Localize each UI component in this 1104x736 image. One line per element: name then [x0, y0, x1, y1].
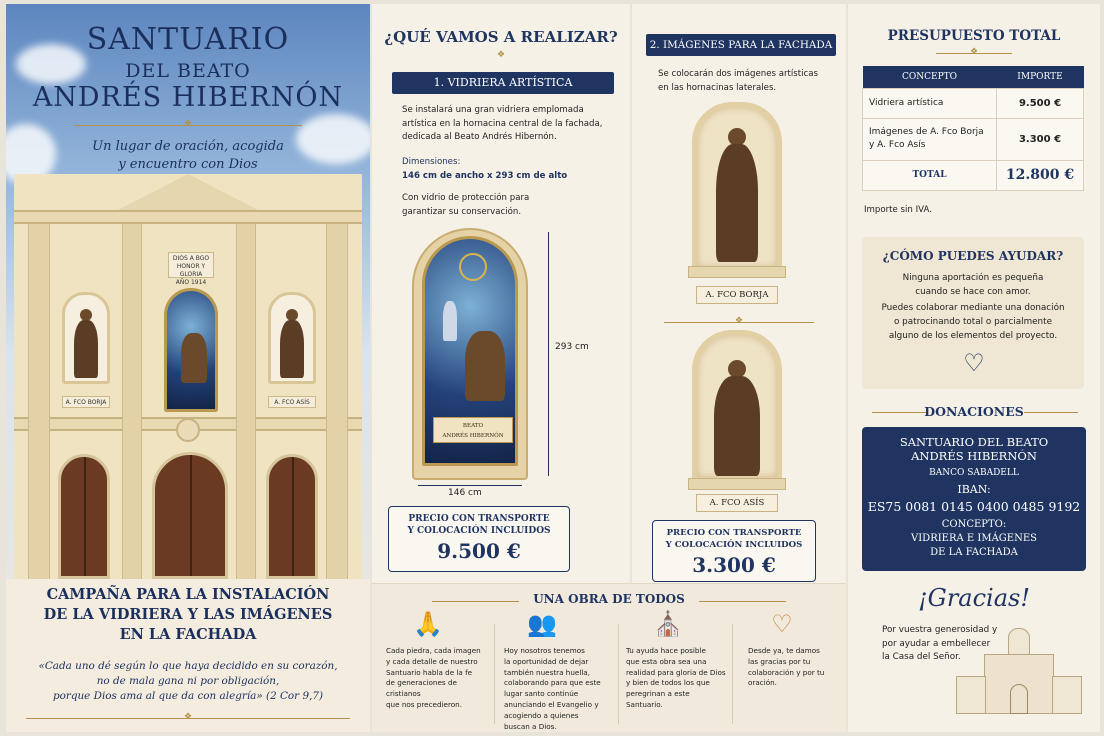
donation-box: [862, 427, 1086, 571]
help-line: alguno de los elementos del proyecto.: [888, 331, 1058, 341]
protection-text: [402, 192, 622, 219]
donation-name: ANDRÉS HIBERNÓN: [911, 449, 1037, 463]
text-line: Con vidrio de protección para: [402, 193, 530, 203]
band-text-line: colaboración y por tu: [748, 667, 825, 677]
height-label: 293 cm: [555, 342, 589, 352]
total-label: TOTAL: [863, 160, 997, 190]
budget-table: [862, 66, 1084, 191]
price-label: PRECIO CON TRANSPORTE: [666, 528, 802, 538]
band-text-line: realidad para gloria de Dios: [626, 667, 726, 677]
cover-panel: [6, 4, 370, 732]
statues-bar: 2. IMÁGENES PARA LA FACHADA: [646, 34, 836, 56]
statue-label-borja: A. FCO BORJA: [696, 286, 778, 304]
concept-line: y A. Fco Asís: [869, 140, 926, 150]
band-text-line: también nuestra huella,: [504, 667, 591, 677]
amount-cell: 9.500 €: [997, 88, 1084, 118]
sketch-door: [1010, 684, 1028, 714]
iban-value[interactable]: ES75 0081 0145 0400 0485 9192: [867, 499, 1081, 514]
donations-heading: DONACIONES: [924, 404, 1024, 419]
sketch-wing: [1052, 676, 1082, 714]
campaign-title-line: DE LA VIDRIERA Y LAS IMÁGENES: [43, 606, 333, 623]
pilaster: [122, 224, 142, 579]
band-text-col4: [748, 646, 842, 689]
band-text-line: Tu ayuda hace posible: [626, 646, 706, 655]
pilaster: [326, 224, 348, 579]
band-text-col1: [386, 646, 490, 711]
band-text-line: oración.: [748, 678, 777, 688]
stained-glass-description: [402, 104, 622, 145]
sketch-dome: [1008, 628, 1030, 656]
concept-line: Imágenes de A. Fco Borja: [869, 127, 984, 137]
dimensions-label: Dimensiones:: [402, 157, 461, 167]
band-text-line: anunciando el Evangelio y: [504, 699, 599, 709]
stained-glass-price-box: [388, 506, 570, 572]
help-heading: ¿CÓMO PUEDES AYUDAR?: [882, 249, 1064, 263]
band-text-col3: [626, 646, 732, 711]
vat-note: Importe sin IVA.: [864, 205, 932, 215]
total-amount: 12.800 €: [997, 160, 1084, 190]
band-text-line: peregrinan a este: [626, 689, 690, 699]
church-sketch-image: [952, 628, 1088, 716]
praying-hands-icon: 🙏: [413, 610, 443, 638]
band-text-line: de generaciones de cristianos: [386, 678, 457, 699]
stained-glass-bar: 1. VIDRIERA ARTÍSTICA: [392, 72, 614, 94]
statue-borja-large: [716, 144, 758, 262]
width-label: 146 cm: [448, 488, 482, 498]
width-dimension-line: [418, 485, 522, 486]
table-row: [863, 88, 1084, 118]
campaign-title-line: CAMPAÑA PARA LA INSTALACIÓN: [46, 586, 330, 603]
church-facade-image: [14, 174, 362, 579]
quote-line: «Cada uno dé según lo que haya decidido en su corazón,: [38, 660, 338, 672]
help-line: Puedes colaborar mediante una donación: [881, 303, 1065, 313]
niche-label-right: A. FCO ASÍS: [268, 396, 316, 408]
tagline-line2: y encuentro con Dios: [118, 157, 258, 172]
left-door: [58, 454, 110, 579]
statue-asis-large: [714, 376, 760, 476]
thanks-line: Por vuestra generosidad y: [882, 625, 998, 635]
niche-base: [688, 478, 786, 490]
amount-cell: 3.300 €: [997, 118, 1084, 160]
plaque-line: HONOR Y GLORIA: [176, 263, 206, 278]
statues-description: [658, 68, 844, 95]
concept-label: CONCEPTO:: [941, 519, 1007, 530]
band-text-line: Santuario habla de la fe: [386, 667, 473, 677]
price-value: 9.500 €: [437, 539, 521, 563]
campaign-section: [6, 579, 370, 732]
bible-quote: [20, 659, 356, 704]
saint-figure: [465, 331, 505, 401]
cover-title-line1: SANTUARIO: [86, 22, 290, 57]
tagline-line1: Un lugar de oración, acogida: [92, 139, 284, 154]
pediment: [114, 174, 262, 212]
band-text-line: Cada piedra, cada imagen: [386, 646, 481, 655]
campaign-title: [6, 585, 370, 645]
band-text-line: colaborando para que este: [504, 678, 601, 688]
band-text-line: lugar santo continúe: [504, 689, 579, 699]
heart-icon: ♡: [771, 610, 793, 638]
facade-plaque: [168, 252, 214, 286]
column-divider: [732, 624, 733, 724]
main-door: [152, 452, 228, 579]
ornament-icon: ❖: [496, 50, 506, 60]
dimensions-value: 146 cm de ancho x 293 cm de alto: [402, 170, 568, 181]
right-door: [266, 454, 318, 579]
band-text-line: que nos precedieron.: [386, 699, 462, 709]
band-text-line: y bien de todos los que: [626, 678, 710, 688]
window-caption: [433, 417, 513, 443]
price-label: PRECIO CON TRANSPORTE: [408, 514, 550, 524]
statue-label-asis: A. FCO ASÍS: [696, 494, 778, 512]
concept-cell: [863, 118, 997, 160]
monogram-icon: [459, 253, 487, 281]
band-text-line: buscan a Dios.: [504, 721, 557, 731]
text-line: Se colocarán dos imágenes artísticas: [658, 69, 818, 79]
height-dimension-line: [548, 232, 549, 476]
band-text-line: Desde ya, te damos: [748, 646, 820, 655]
text-line: dedicada al Beato Andrés Hibernón.: [402, 132, 557, 142]
thanks-line: la Casa del Señor.: [882, 652, 961, 662]
column-divider: [618, 624, 619, 724]
concept-value: DE LA FACHADA: [930, 547, 1018, 558]
caption-line: BEATO: [462, 423, 484, 429]
sketch-wing: [956, 676, 986, 714]
concept-cell: Vidriera artística: [863, 88, 997, 118]
help-line: o patrocinando total o parcialmente: [893, 317, 1052, 327]
band-text-line: que esta obra sea una: [626, 656, 707, 666]
band-text-line: las gracias por tu: [748, 656, 811, 666]
price-label: Y COLOCACIÓN INCLUIDOS: [407, 526, 551, 536]
hands-heart-icon: ♡: [963, 349, 985, 377]
column-header: IMPORTE: [997, 66, 1084, 88]
church-icon: ⛪: [653, 610, 683, 638]
cover-title-line2: DEL BEATO: [125, 60, 251, 82]
stained-glass-window: [164, 288, 218, 412]
ornament-icon: ❖: [734, 316, 744, 326]
table-total-row: [863, 160, 1084, 190]
niche-label-left: A. FCO BORJA: [62, 396, 110, 408]
what-we-do-heading: ¿QUÉ VAMOS A REALIZAR?: [384, 28, 618, 46]
table-row: [863, 118, 1084, 160]
statue-asis: [280, 320, 304, 378]
iban-label: IBAN:: [957, 483, 991, 496]
thanks-title: ¡Gracias!: [918, 584, 1030, 612]
bank-name: BANCO SABADELL: [929, 468, 1019, 478]
statue-borja: [74, 320, 98, 378]
stained-glass-window-large: [422, 236, 518, 466]
thanks-line: por ayudar a embellecer: [882, 638, 991, 649]
statues-price-box: [652, 520, 816, 582]
band-text-line: la oportunidad de dejar: [504, 656, 589, 666]
stained-figure: [181, 333, 207, 383]
niche-base: [688, 266, 786, 278]
quote-line: porque Dios ama al que da con alegría» (2 Cor 9,7): [52, 690, 324, 702]
column-header: CONCEPTO: [863, 66, 997, 88]
ornament-icon: ❖: [183, 119, 193, 129]
pilaster: [28, 224, 50, 579]
how-to-help-box: [862, 237, 1084, 389]
table-header-row: [863, 66, 1084, 88]
pilaster: [236, 224, 256, 579]
ornament-icon: ❖: [183, 712, 193, 722]
text-line: Se instalará una gran vidriera emplomada: [402, 105, 584, 115]
help-text: [862, 271, 1084, 343]
text-line: artística en la hornacina central de la fachada,: [402, 118, 603, 129]
campaign-title-line: EN LA FACHADA: [119, 626, 257, 643]
band-text-line: Santuario.: [626, 699, 663, 709]
column-divider: [494, 624, 495, 724]
text-line: garantizar su conservación.: [402, 206, 522, 217]
plaque-line: AÑO 1914: [175, 279, 207, 286]
band-text-line: Hoy nosotros tenemos: [504, 646, 585, 655]
donation-name: SANTUARIO DEL BEATO: [899, 435, 1049, 449]
price-label: Y COLOCACIÓN INCLUIDOS: [665, 540, 803, 550]
cornice: [14, 210, 362, 224]
text-line: en las hornacinas laterales.: [658, 82, 777, 93]
help-line: cuando se hace con amor.: [915, 287, 1031, 297]
coat-of-arms-icon: [176, 418, 200, 442]
quote-line: no de mala gana ni por obligación,: [96, 675, 280, 687]
budget-panel: [848, 4, 1100, 732]
virgin-figure: [443, 301, 457, 341]
team-work-heading: UNA OBRA DE TODOS: [519, 592, 699, 606]
band-text-line: y cada detalle de nuestro: [386, 656, 478, 666]
band-text-col2: [504, 646, 614, 732]
plaque-line: DIOS A BGO: [172, 255, 210, 262]
concept-value: VIDRIERA E IMÁGENES: [911, 533, 1037, 544]
team-work-band: [372, 583, 846, 732]
ornament-icon: ❖: [969, 47, 979, 57]
band-text-line: acogiendo a quienes: [504, 710, 579, 720]
caption-line: ANDRÉS HIBERNÓN: [442, 433, 504, 439]
help-line: Ninguna aportación es pequeña: [902, 273, 1044, 283]
budget-heading: PRESUPUESTO TOTAL: [887, 28, 1061, 44]
price-value: 3.300 €: [692, 553, 776, 577]
dimensions: [402, 156, 622, 183]
people-icon: 👥: [527, 610, 557, 638]
cover-title-line3: ANDRÉS HIBERNÓN: [32, 82, 344, 113]
